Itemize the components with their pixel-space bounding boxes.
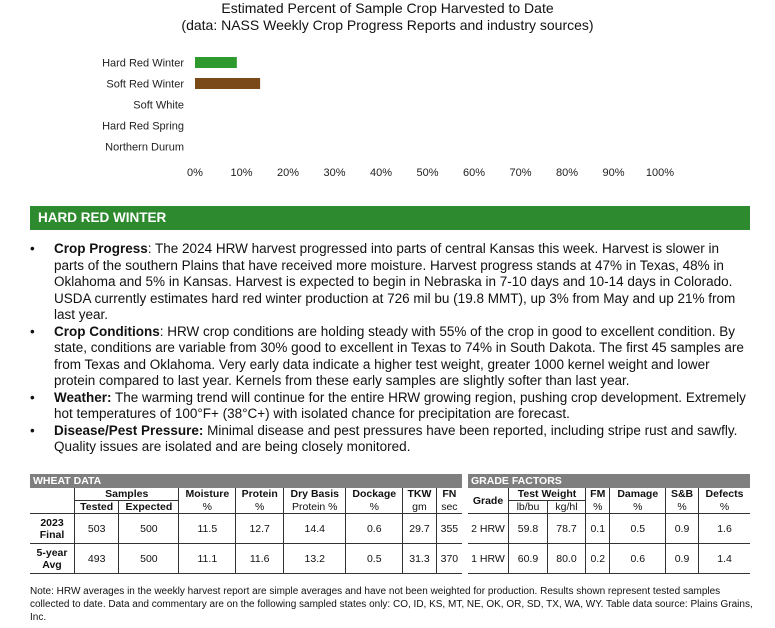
x-tick-label: 0% (187, 167, 203, 179)
samples-header: Samples (75, 488, 179, 501)
table-cell: 0.1 (586, 514, 610, 544)
bullet-text: : HRW crop conditions are holding steady with 55% of the crop in good to excellent condition. By state, conditions are variable from 30% good to excellent in Texas to 74% in South Dakota. The first 45 samples are from Texas and Oklahoma. Very early data indicate a higher test weight, greater 1000 kernel weight and lower protein compared to last year. Kernels from these early samples are slightly softer than last year. (54, 323, 744, 388)
bar (195, 78, 260, 89)
unit-lb-bu: lb/bu (509, 501, 548, 514)
bullet-icon: • (30, 241, 35, 256)
unit-dockage: % (346, 501, 403, 514)
grade-factors-table (468, 474, 750, 574)
col-moisture: Moisture (179, 488, 236, 501)
unit-drybasis: Protein % (284, 501, 346, 514)
col-expected: Expected (119, 501, 179, 514)
x-tick-label: 50% (416, 167, 439, 179)
bullet-icon: • (30, 323, 35, 339)
col-sb: S&B (666, 488, 699, 501)
col-damage: Damage (610, 488, 666, 501)
x-tick-label: 100% (645, 167, 675, 179)
table-cell: 11.5 (179, 514, 236, 544)
table-cell: 0.6 (346, 514, 403, 544)
table-cell: 0.6 (610, 544, 666, 574)
col-dockage: Dockage (346, 488, 403, 501)
col-defects: Defects (699, 488, 751, 501)
bullet-text: The warming trend will continue for the entire HRW growing region, pushing crop development. Extremely hot temperatures of 100°F+ (38°C+) with isolated chance for precipitation are forecast. (54, 389, 746, 421)
table-cell: 13.2 (284, 544, 346, 574)
table-cell: 12.7 (236, 514, 284, 544)
table-cell: 500 (119, 544, 179, 574)
x-tick-label: 40% (369, 167, 393, 179)
col-fn: FN (436, 488, 462, 501)
table-cell: 11.1 (179, 544, 236, 574)
col-grade: Grade (468, 488, 509, 514)
section-header: HARD RED WINTER (30, 206, 750, 230)
bullet-crop-progress (30, 241, 752, 324)
x-tick-label: 10% (230, 167, 253, 179)
unit-moisture: % (179, 501, 236, 514)
table-cell: 493 (75, 544, 119, 574)
col-fm: FM (586, 488, 610, 501)
unit-fn: sec (436, 501, 462, 514)
bullet-label: Disease/Pest Pressure: (54, 422, 204, 438)
unit-kg-hl: kg/hl (547, 501, 585, 514)
bullet-label: Crop Progress (54, 241, 148, 256)
unit-protein: % (236, 501, 284, 514)
bar-chart (0, 0, 775, 190)
unit-defects: % (699, 501, 751, 514)
col-drybasis: Dry Basis (284, 488, 346, 501)
table-cell: 2 HRW (471, 522, 505, 535)
x-tick-label: 30% (323, 167, 346, 179)
table-cell: 503 (75, 514, 119, 544)
wheat-data-table (30, 474, 462, 574)
table-cell: 31.3 (403, 544, 437, 574)
category-label: Soft Red Winter (106, 78, 184, 91)
table-cell: 11.6 (236, 544, 284, 574)
table-cell: 500 (119, 514, 179, 544)
table-cell: 355 (436, 514, 462, 544)
bar (195, 57, 237, 68)
col-tested: Tested (75, 501, 119, 514)
bullet-text: Minimal disease and pest pressures have been reported, including stripe rust and sawfly. Quality issues are isolated and are being closely monitored. (54, 422, 738, 454)
category-label: Soft White (133, 99, 184, 112)
bullet-text: : The 2024 HRW harvest progressed into parts of central Kansas this week. Harvest is slower in parts of the southern Plains that have received more moisture. Harvest progress stands at 47% in Texas, 48% in Oklahoma and 5% in Kansas. Harvest is expected to begin in Nebraska in 7-10 days and 10-14 days in Colorado. USDA currently estimates hard red winter production at 726 mil bu (19.8 MMT), up 3% from May and up 21% from last year. (54, 241, 736, 322)
unit-damage: % (610, 501, 666, 514)
table-cell: 1.4 (699, 544, 751, 574)
x-tick-label: 60% (462, 167, 486, 179)
table-cell: 14.4 (284, 514, 346, 544)
footnote: Note: HRW averages in the weekly harvest report are simple averages and have not been weighted for production. Results shown represent tested samples collected to date. Data and commentary are on the following sampled states only: CO, ID, KS, MT, NE, OK, OR, SD, TX, WA, WY. Table data source: Plains Grains, Inc. (30, 586, 753, 623)
x-tick-label: 70% (509, 167, 532, 179)
bullet-label: Crop Conditions (54, 323, 160, 339)
table-cell: 370 (436, 544, 462, 574)
col-tkw: TKW (403, 488, 437, 501)
unit-tkw: gm (403, 501, 437, 514)
category-label: Northern Durum (105, 141, 184, 154)
table-cell: 0.9 (666, 544, 699, 574)
bullet-icon: • (30, 422, 35, 438)
table-cell: 1.6 (699, 514, 751, 544)
x-tick-label: 20% (276, 167, 300, 179)
table-cell: 80.0 (547, 544, 585, 574)
unit-fm: % (586, 501, 610, 514)
bullet-weather (30, 390, 752, 423)
grade-factors-title: GRADE FACTORS (468, 474, 750, 488)
table-cell: 1 HRW (468, 544, 509, 574)
category-label: Hard Red Winter (102, 57, 184, 70)
table-cell: 0.9 (666, 514, 699, 544)
col-protein: Protein (236, 488, 284, 501)
x-tick-label: 80% (555, 167, 579, 179)
wheat-data-title: WHEAT DATA (30, 474, 462, 488)
bullet-disease (30, 423, 752, 456)
row-label: 5-year Avg (30, 544, 75, 574)
bullet-icon: • (30, 389, 35, 405)
x-tick-label: 90% (602, 167, 625, 179)
table-cell: 0.5 (346, 544, 403, 574)
table-cell: 59.8 (509, 514, 548, 544)
table-cell: 0.2 (586, 544, 610, 574)
chart-subtitle: (data: NASS Weekly Crop Progress Reports and industry sources) (181, 17, 594, 33)
table-cell: 29.7 (403, 514, 437, 544)
table-cell: 0.5 (610, 514, 666, 544)
table-cell: 60.9 (509, 544, 548, 574)
bullet-crop-conditions (30, 324, 752, 390)
col-test-weight: Test Weight (509, 488, 586, 501)
unit-sb: % (666, 501, 699, 514)
row-label: 2023 Final (39, 516, 65, 541)
table-cell: 78.7 (547, 514, 585, 544)
commentary-list (30, 241, 752, 456)
bullet-label: Weather: (54, 389, 112, 405)
chart-title: Estimated Percent of Sample Crop Harvested to Date (221, 0, 554, 16)
category-label: Hard Red Spring (102, 120, 184, 133)
